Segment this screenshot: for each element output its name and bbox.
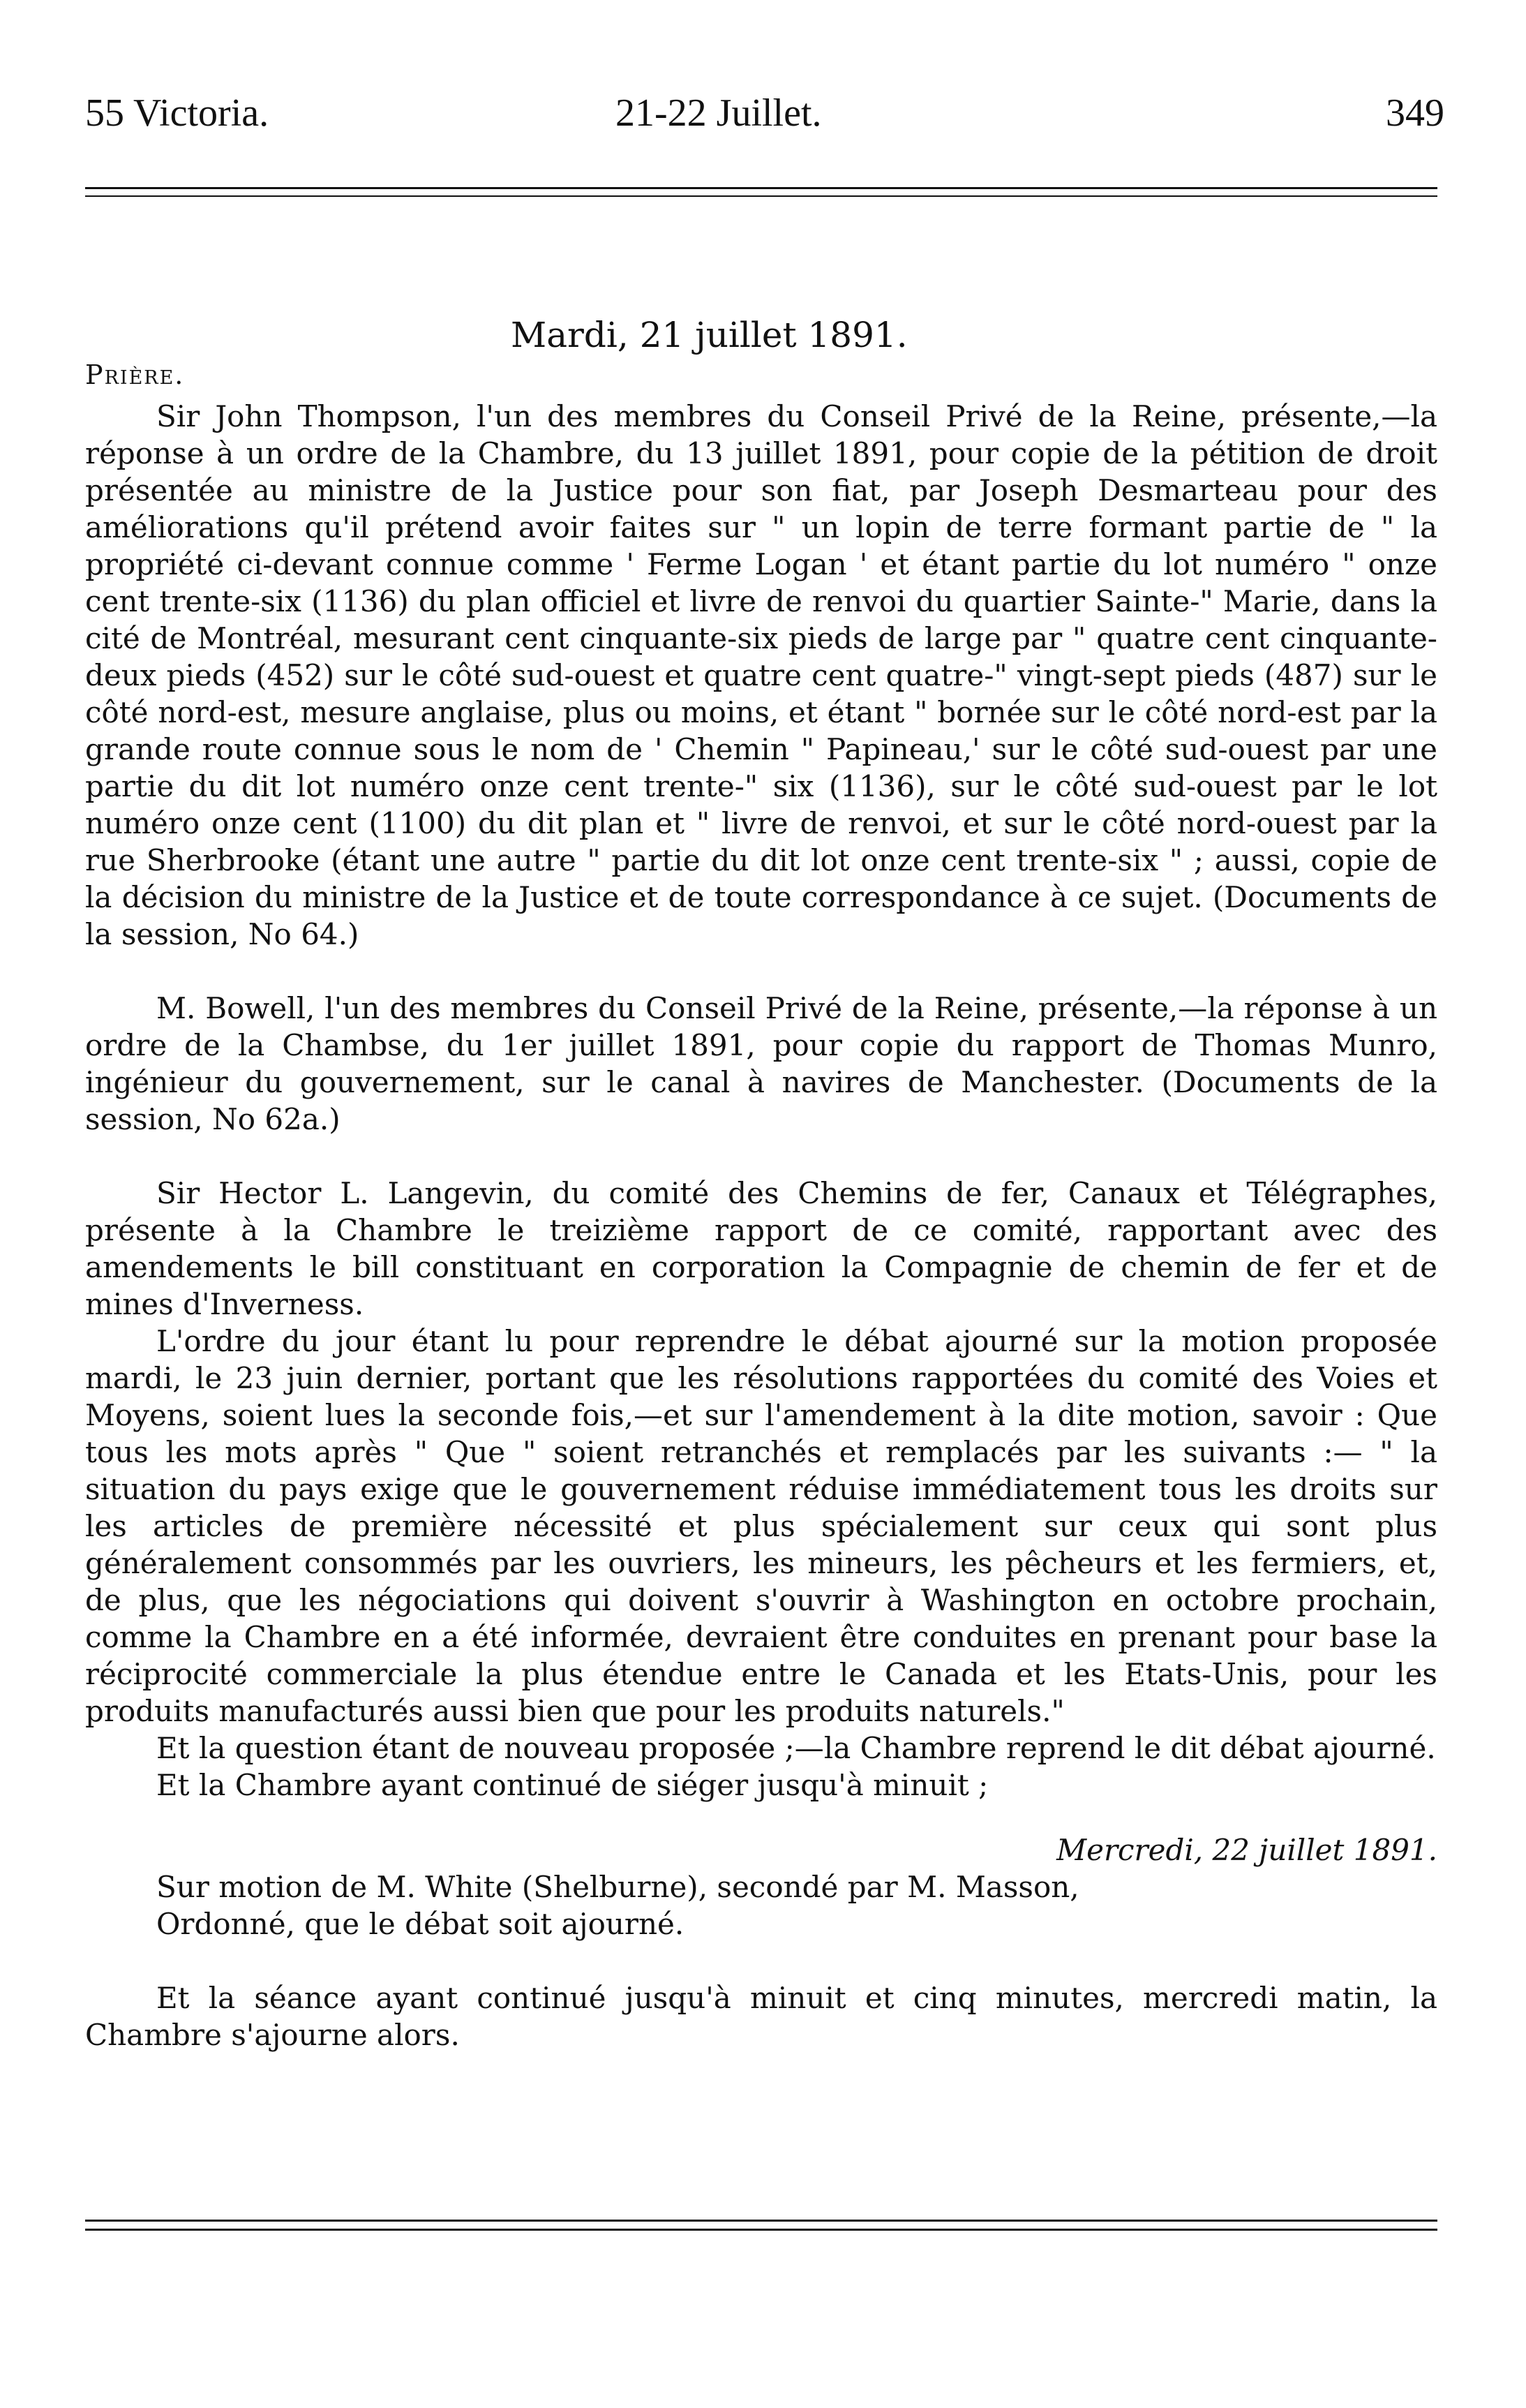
header-dates: 21-22 Juillet. — [615, 91, 822, 135]
closing-adjournment: Et la séance ayant continué jusqu'à minuit et cinq minutes, mercredi matin, la Chambre s'ajourne alors. — [85, 1981, 1437, 2052]
footer-rule-bottom — [85, 2229, 1437, 2231]
header-rule-top — [85, 187, 1437, 189]
paragraph-midnight: Et la Chambre ayant continué de siéger jusqu'à minuit ; — [156, 1768, 989, 1802]
closing-order: Ordonné, que le débat soit ajourné. — [156, 1907, 685, 1941]
wednesday-date — [85, 1831, 1437, 1868]
paragraph-gap — [85, 1942, 1437, 1979]
paragraph-thompson: Sir John Thompson, l'un des membres du Conseil Privé de la Reine, présente,—la réponse à un ordre de la Chambre, du 13 juillet 1891, pour copie de la pétition de droit présentée au ministre de la Justice pour son fiat, par Joseph Desmarteau pour des améliorations qu'il prétend avoir faites sur " un lopin de terre formant partie de " la propriété ci-devant connue comme ' Ferme Logan ' et étant partie du lot numéro " onze cent trente-six (1136) du plan officiel et livre de renvoi du quartier Sainte-" Marie, dans la cité de Montréal, mesurant cent cinquante-six pieds de large par " quatre cent cinquante-deux pieds (452) sur le côté sud-ouest et quatre cent quatre-" vingt-sept pieds (487) sur le côté nord-est, mesure anglaise, plus ou moins, et étant " bornée sur le côté nord-est par la grande route connue sous le nom de ' Chemin " Papineau,' sur le côté sud-ouest par une partie du dit lot numéro onze cent trente-" six (1136), sur le côté sud-ouest par le lot numéro onze cent (1100) du dit plan et " livre de renvoi, et sur le côté nord-ouest par la rue Sherbrooke (étant une autre " partie du dit lot onze cent trente-six " ; aussi, copie de la décision du ministre de la Justice et de toute correspondance à ce sujet. (Documents de la session, No 64.) — [85, 399, 1437, 951]
paragraph-gap — [85, 953, 1437, 990]
paragraph-langevin: Sir Hector L. Langevin, du comité des Chemins de fer, Canaux et Télégraphes, présente à la Chambre le treizième rapport de ce comité, rapportant avec des amendements le bill constituant en corporation la Compagnie de chemin de fer et de mines d'Inverness. — [85, 1176, 1437, 1321]
paragraph-bowell: M. Bowell, l'un des membres du Conseil Privé de la Reine, présente,—la réponse à un ordre de la Chambse, du 1er juillet 1891, pour copie du rapport de Thomas Munro, ingénieur du gouvernement, sur le canal à navires de Manchester. (Documents de la session, No 62a.) — [85, 991, 1437, 1136]
paragraph-gap — [85, 1138, 1437, 1175]
sitting-date-heading: Mardi, 21 juillet 1891. — [511, 315, 908, 355]
header-rule-bottom — [85, 195, 1437, 197]
wednesday-date-text: Mercredi, 22 juillet 1891. — [1056, 1833, 1437, 1867]
page-header — [85, 91, 1444, 147]
header-volume: 55 Victoria. — [85, 91, 269, 135]
footer-rule-top — [85, 2220, 1437, 2222]
paragraph-order-of-day: L'ordre du jour étant lu pour reprendre le débat ajourné sur la motion proposée mardi, le 23 juin dernier, portant que les résolutions rapportées du comité des Voies et Moyens, soient lues la seconde fois,—et sur l'amendement à la dite motion, savoir : Que tous les mots après " Que " soient retranchés et remplacés par les suivants :— " la situation du pays exige que le gouvernement réduise immédiatement tous les droits sur les articles de première nécessité et plus spécialement sur ceux qui sont plus généralement consommés par les ouvriers, les mineurs, les pêcheurs et les fermiers, et, de plus, que les négociations qui doivent s'ouvrir à Washington en octobre prochain, comme la Chambre en a été informée, devraient être conduites en prenant pour base la réciprocité commerciale la plus étendue entre le Canada et les Etats-Unis, pour les produits manufacturés aussi bien que pour les produits naturels." — [85, 1324, 1437, 1728]
prayer-heading: Prière. — [85, 359, 185, 390]
paragraph-question: Et la question étant de nouveau proposée ;—la Chambre reprend le dit débat ajourné. — [156, 1731, 1436, 1765]
closing-motion: Sur motion de M. White (Shelburne), secondé par M. Masson, — [156, 1870, 1079, 1904]
journal-body — [85, 314, 1437, 2053]
page-number: 349 — [1386, 91, 1444, 135]
